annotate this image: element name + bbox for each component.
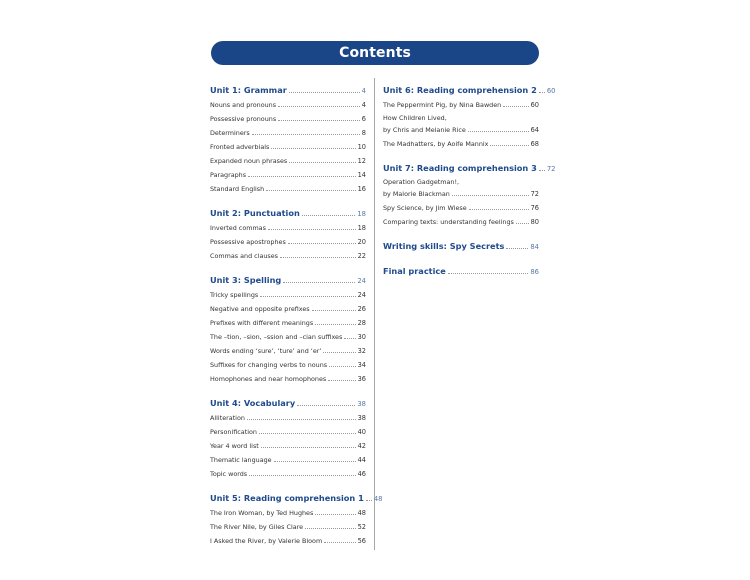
toc-entry[interactable] (210, 218, 366, 232)
entry-title: Paragraphs (210, 171, 247, 179)
unit-title: Unit 1: Grammar (210, 85, 287, 95)
toc-section-unit-4 (210, 391, 366, 478)
unit-title: Writing skills: Spy Secrets (383, 241, 505, 251)
toc-entry[interactable] (210, 450, 366, 464)
toc-entry[interactable] (210, 355, 366, 369)
page-number: 4 (361, 87, 366, 95)
entry-title: Suffixes for changing verbs to nouns (210, 361, 328, 369)
dot-leader (315, 324, 355, 325)
page-number: 36 (357, 375, 366, 383)
entry-title-line2: by Chris and Melanie Rice (383, 126, 466, 134)
unit-title: Unit 6: Reading comprehension 2 (383, 85, 537, 95)
toc-entry[interactable] (383, 95, 539, 109)
dot-leader (328, 380, 355, 381)
dot-leader (248, 176, 356, 177)
toc-entry[interactable] (383, 212, 539, 226)
dot-leader (469, 209, 529, 210)
page-number: 60 (546, 87, 556, 95)
page-title: Contents (339, 45, 411, 61)
page-number: 6 (361, 115, 366, 123)
page-number: 18 (357, 210, 366, 218)
toc-entry[interactable] (383, 198, 539, 212)
dot-leader (266, 190, 355, 191)
dot-leader (539, 92, 545, 93)
toc-unit-heading[interactable] (383, 259, 539, 276)
page-number: 40 (357, 428, 366, 436)
page-number: 32 (357, 347, 366, 355)
dot-leader (323, 352, 355, 353)
toc-unit-heading[interactable] (210, 201, 366, 218)
page-number: 16 (357, 185, 366, 193)
dot-leader (315, 514, 355, 515)
page-number: 14 (357, 171, 366, 179)
page-number: 80 (530, 218, 539, 226)
entry-title: Alliteration (210, 414, 245, 422)
dot-leader (344, 338, 355, 339)
toc-section-unit-7 (383, 156, 556, 226)
toc-unit-heading[interactable] (383, 78, 556, 95)
page-number: 10 (357, 143, 366, 151)
dot-leader (261, 447, 356, 448)
dot-leader (280, 257, 356, 258)
page-number: 76 (530, 204, 539, 212)
toc-section-writing-skills (383, 234, 539, 251)
dot-leader (278, 120, 360, 121)
toc-entry[interactable] (210, 464, 366, 478)
dot-leader (271, 148, 355, 149)
page-number: 86 (530, 268, 539, 276)
dot-leader (268, 229, 356, 230)
dot-leader (468, 131, 529, 132)
toc-entry[interactable] (210, 503, 366, 517)
dot-leader (312, 310, 356, 311)
unit-title: Unit 5: Reading comprehension 1 (210, 493, 364, 503)
toc-entry[interactable] (210, 369, 366, 383)
unit-title: Unit 4: Vocabulary (210, 398, 296, 408)
entry-title: Possessive apostrophes (210, 238, 286, 246)
toc-section-unit-3 (210, 268, 366, 383)
entry-title: The River Nile, by Giles Clare (210, 523, 304, 531)
unit-title: Unit 2: Punctuation (210, 208, 300, 218)
entry-title: Personification (210, 428, 257, 436)
entry-title: Nouns and pronouns (210, 101, 277, 109)
dot-leader (283, 282, 355, 283)
toc-unit-heading[interactable] (210, 391, 366, 408)
page-number: 56 (357, 537, 366, 545)
entry-title: The Peppermint Pig, by Nina Bawden (383, 101, 502, 109)
entry-title: Determiners (210, 129, 250, 137)
entry-title: Prefixes with different meanings (210, 319, 314, 327)
entry-title: Negative and opposite prefixes (210, 305, 310, 313)
page-number: 20 (357, 238, 366, 246)
page-number: 22 (357, 252, 366, 260)
entry-title-line1: How Children Lived, (383, 114, 447, 122)
toc-section-final-practice (383, 259, 539, 276)
unit-title: Unit 7: Reading comprehension 3 (383, 163, 537, 173)
dot-leader (252, 134, 360, 135)
toc-entry[interactable] (210, 232, 366, 246)
page-number: 44 (357, 456, 366, 464)
toc-section-unit-5 (210, 486, 383, 545)
entry-title: Fronted adverbials (210, 143, 270, 151)
dot-leader (289, 162, 355, 163)
toc-entry[interactable] (210, 517, 366, 531)
page-number: 30 (357, 333, 366, 341)
page-number: 18 (357, 224, 366, 232)
entry-title: Comparing texts: understanding feelings (383, 218, 514, 226)
entry-title: Commas and clauses (210, 252, 279, 260)
page-number: 24 (357, 277, 366, 285)
page-number: 72 (546, 165, 556, 173)
toc-entry[interactable] (383, 134, 539, 148)
toc-unit-heading[interactable] (210, 486, 383, 503)
dot-leader (274, 461, 356, 462)
toc-entry[interactable] (210, 151, 366, 165)
entry-title: Spy Science, by Jim Wiese (383, 204, 467, 212)
page-number: 72 (530, 190, 539, 198)
page-number: 26 (357, 305, 366, 313)
page-number: 46 (357, 470, 366, 478)
dot-leader (506, 248, 528, 249)
dot-leader (289, 92, 360, 93)
toc-entry[interactable] (210, 531, 366, 545)
page-number: 52 (357, 523, 366, 531)
page-number: 8 (361, 129, 366, 137)
entry-title: Homophones and near homophones (210, 375, 327, 383)
toc-entry[interactable] (210, 165, 366, 179)
page-number: 64 (530, 126, 539, 134)
toc-entry[interactable] (210, 109, 366, 123)
dot-leader (247, 419, 356, 420)
unit-title: Unit 3: Spelling (210, 275, 282, 285)
toc-entry[interactable] (210, 422, 366, 436)
dot-leader (288, 243, 356, 244)
page-number: 24 (357, 291, 366, 299)
entry-title-line2: by Malorie Blackman (383, 190, 450, 198)
toc-entry[interactable] (210, 341, 366, 355)
dot-leader (366, 500, 372, 501)
toc-unit-heading[interactable] (383, 234, 539, 251)
toc-entry[interactable] (210, 327, 366, 341)
entry-title: I Asked the River, by Valerie Bloom (210, 537, 323, 545)
toc-entry[interactable] (210, 285, 366, 299)
page-number: 38 (357, 400, 366, 408)
entry-title: Thematic language (210, 456, 272, 464)
dot-leader (278, 106, 360, 107)
dot-leader (297, 405, 355, 406)
toc-entry[interactable] (383, 175, 539, 198)
page-number: 84 (530, 243, 539, 251)
toc-entry[interactable] (210, 95, 366, 109)
entry-title: Tricky spellings (210, 291, 259, 299)
entry-title: The –tion, –sion, –ssion and –cian suffixes (210, 333, 343, 341)
dot-leader (249, 475, 355, 476)
toc-unit-heading[interactable] (383, 156, 556, 173)
entry-title: Words ending ‘sure’, ‘ture’ and ‘er’ (210, 347, 322, 355)
entry-title: Possessive pronouns (210, 115, 277, 123)
entry-title-line1: Operation Gadgetman!, (383, 178, 460, 186)
column-divider (374, 78, 375, 550)
page-number: 28 (357, 319, 366, 327)
toc-entry[interactable] (210, 137, 366, 151)
dot-leader (503, 106, 528, 107)
dot-leader (448, 273, 529, 274)
entry-title: Year 4 word list (210, 442, 259, 450)
contents-banner (211, 41, 539, 65)
dot-leader (516, 223, 529, 224)
toc-entry[interactable] (210, 408, 366, 422)
entry-title: Topic words (210, 470, 248, 478)
toc-unit-heading[interactable] (210, 268, 366, 285)
toc-left-column (210, 78, 383, 553)
page-number: 4 (361, 101, 366, 109)
toc-entry[interactable] (210, 313, 366, 327)
toc-entry[interactable] (210, 246, 366, 260)
entry-title: Standard English (210, 185, 265, 193)
toc-entry[interactable] (383, 111, 539, 134)
dot-leader (260, 296, 355, 297)
toc-section-unit-1 (210, 78, 366, 193)
dot-leader (305, 528, 356, 529)
dot-leader (452, 195, 529, 196)
page-number: 48 (373, 495, 383, 503)
toc-entry[interactable] (210, 179, 366, 193)
page-number: 38 (357, 414, 366, 422)
page-number: 42 (357, 442, 366, 450)
toc-section-unit-6 (383, 78, 556, 148)
dot-leader (490, 145, 528, 146)
dot-leader (259, 433, 356, 434)
entry-title: Inverted commas (210, 224, 266, 232)
dot-leader (302, 215, 356, 216)
page-number: 60 (530, 101, 539, 109)
page-number: 34 (357, 361, 366, 369)
entry-title: Expanded noun phrases (210, 157, 288, 165)
page-number: 68 (530, 140, 539, 148)
toc-right-column (383, 78, 556, 284)
dot-leader (329, 366, 356, 367)
unit-title: Final practice (383, 266, 446, 276)
toc-unit-heading[interactable] (210, 78, 366, 95)
page-number: 12 (357, 157, 366, 165)
dot-leader (324, 542, 355, 543)
toc-entry[interactable] (210, 436, 366, 450)
page-number: 48 (357, 509, 366, 517)
entry-title: The Iron Woman, by Ted Hughes (210, 509, 314, 517)
toc-entry[interactable] (210, 299, 366, 313)
toc-entry[interactable] (210, 123, 366, 137)
toc-section-unit-2 (210, 201, 366, 260)
entry-title: The Madhatters, by Aoife Mannix (383, 140, 489, 148)
dot-leader (539, 170, 545, 171)
